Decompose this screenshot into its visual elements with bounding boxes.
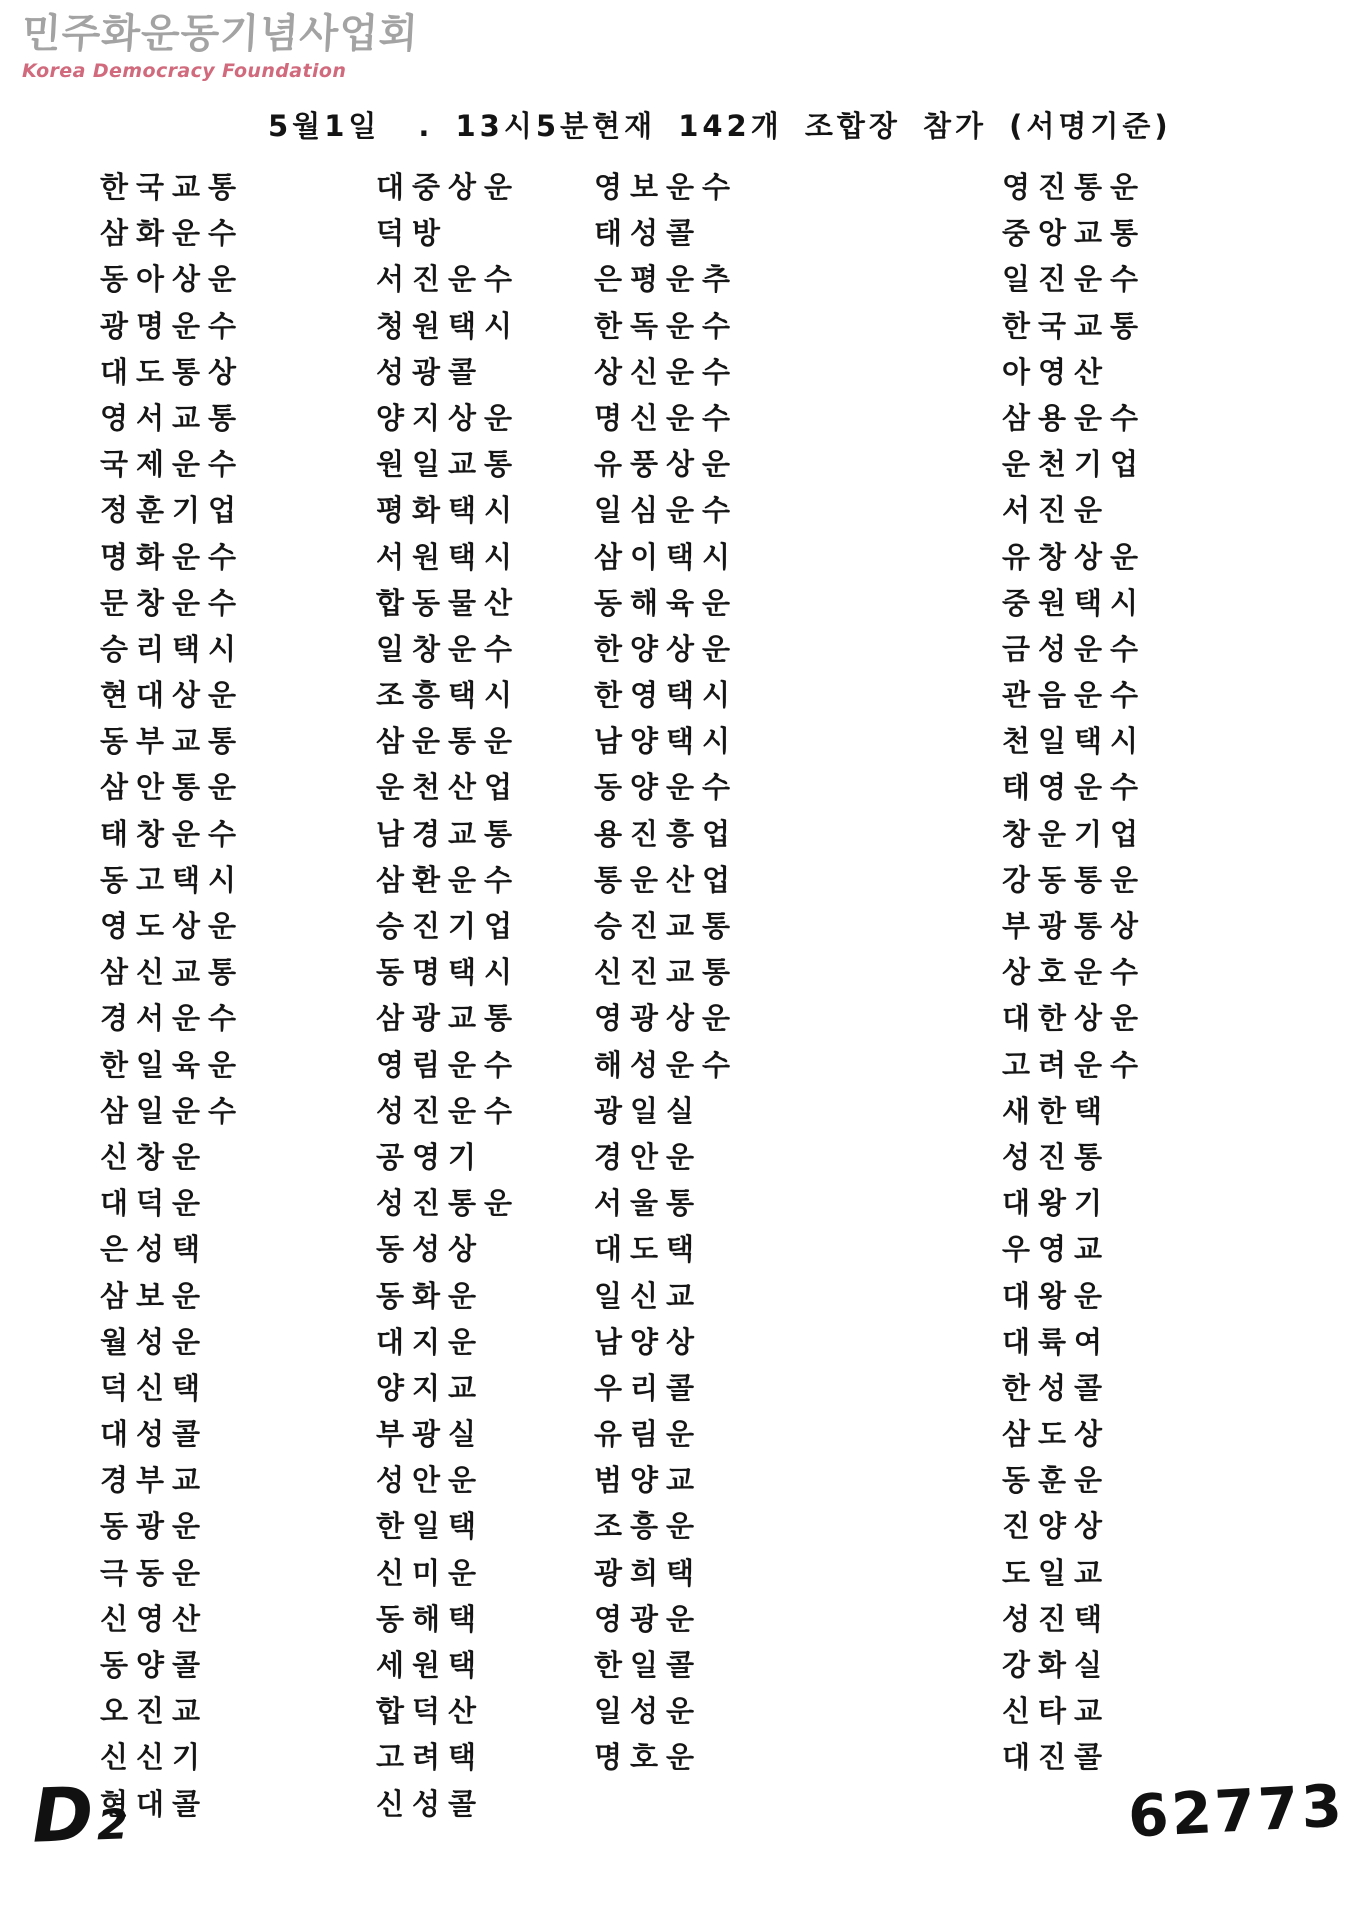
company-name: 태창운수 [100, 816, 245, 851]
company-name: 운천기업 [1002, 447, 1147, 482]
company-name: 대중상운 [376, 170, 521, 204]
company-name: 서울통 [594, 1186, 703, 1221]
company-name: 신창운 [100, 1139, 209, 1174]
company-name: 대지운 [376, 1324, 485, 1359]
company-name: 한성콜 [1002, 1370, 1111, 1405]
company-name: 세원택 [376, 1648, 485, 1682]
company-name: 유창상운 [1002, 539, 1147, 574]
company-name: 삼화운수 [100, 216, 245, 251]
company-name: 고려택 [376, 1740, 485, 1775]
handwritten-doc-mark: D₂ [30, 1770, 128, 1860]
company-name: 승진기업 [376, 909, 521, 943]
company-name: 영도상운 [100, 909, 245, 943]
company-name: 도일교 [1002, 1555, 1111, 1590]
company-column-4 [1002, 170, 1146, 1787]
company-name: 명화운수 [100, 539, 245, 574]
company-name: 영서교통 [100, 400, 245, 435]
company-name: 영광운 [594, 1601, 703, 1636]
company-name: 광명운수 [100, 308, 245, 343]
company-name: 남경교통 [376, 816, 521, 851]
company-name: 동해택 [376, 1601, 485, 1636]
company-name: 신미운 [376, 1555, 485, 1590]
company-name: 신신기 [100, 1740, 209, 1775]
company-name: 대왕운 [1002, 1278, 1111, 1313]
company-name: 일창운수 [376, 631, 521, 666]
company-name: 합동물산 [376, 585, 521, 620]
company-name: 동훈운 [1002, 1463, 1111, 1498]
company-name: 조흥운 [594, 1509, 703, 1544]
company-name: 성진운수 [376, 1093, 521, 1128]
company-column-2 [376, 170, 520, 1833]
company-name: 일진운수 [1002, 262, 1147, 297]
company-name: 일심운수 [594, 493, 739, 528]
company-name: 명신운수 [594, 400, 739, 435]
company-name: 삼운통운 [376, 724, 521, 759]
company-name: 삼환운수 [376, 862, 521, 897]
company-name: 남양상 [594, 1324, 703, 1359]
company-name: 덕방 [376, 216, 449, 251]
page-title [268, 104, 1172, 145]
company-name: 범양교 [594, 1463, 703, 1498]
company-name: 삼도상 [1002, 1417, 1111, 1452]
company-name: 상신운수 [594, 354, 739, 389]
company-name: 동해육운 [594, 585, 739, 620]
company-name: 일성운 [594, 1694, 703, 1729]
company-name: 남양택시 [594, 724, 739, 759]
company-name: 동부교통 [100, 724, 245, 759]
company-name: 승리택시 [100, 631, 245, 666]
company-name: 영보운수 [594, 170, 739, 204]
company-name: 경안운 [594, 1139, 703, 1174]
company-name: 한일택 [376, 1509, 485, 1544]
company-name: 대덕운 [100, 1186, 209, 1221]
company-name: 동아상운 [100, 262, 245, 297]
company-name: 삼신교통 [100, 955, 245, 990]
company-name: 국제운수 [100, 447, 245, 482]
company-name: 정훈기업 [100, 493, 245, 528]
company-name: 광희택 [594, 1555, 703, 1590]
company-name: 금성운수 [1002, 631, 1147, 666]
company-name: 용진흥업 [594, 816, 739, 851]
company-name: 동명택시 [376, 955, 521, 990]
company-name: 대도택 [594, 1232, 703, 1267]
company-name: 강동통운 [1002, 862, 1147, 897]
company-name: 삼일운수 [100, 1093, 245, 1128]
company-name: 해성운수 [594, 1047, 739, 1082]
company-name: 상호운수 [1002, 955, 1147, 990]
company-column-1 [100, 170, 244, 1833]
company-name: 영림운수 [376, 1047, 521, 1082]
company-name: 서진운수 [376, 262, 521, 297]
company-name: 진양상 [1002, 1509, 1111, 1544]
company-name: 은성택 [100, 1232, 209, 1267]
company-name: 문창운수 [100, 585, 245, 620]
company-column-3 [594, 170, 738, 1787]
company-name: 한국교통 [1002, 308, 1147, 343]
company-name: 중원택시 [1002, 585, 1147, 620]
company-name: 한일콜 [594, 1648, 703, 1682]
company-name: 양지교 [376, 1370, 485, 1405]
company-name: 대왕기 [1002, 1186, 1111, 1221]
company-name: 동고택시 [100, 862, 245, 897]
company-name: 동양운수 [594, 770, 739, 805]
company-name: 관음운수 [1002, 678, 1147, 713]
company-name: 서원택시 [376, 539, 521, 574]
company-name: 조흥택시 [376, 678, 521, 713]
company-name: 태영운수 [1002, 770, 1147, 805]
company-name: 중앙교통 [1002, 216, 1147, 251]
company-name: 일신교 [594, 1278, 703, 1313]
company-name: 극동운 [100, 1555, 209, 1590]
company-name: 우영교 [1002, 1232, 1111, 1267]
company-name: 은평운추 [594, 262, 739, 297]
company-name: 한양상운 [594, 631, 739, 666]
company-name: 원일교통 [376, 447, 521, 482]
company-name: 평화택시 [376, 493, 521, 528]
company-name: 한영택시 [594, 678, 739, 713]
company-name: 통운산업 [594, 862, 739, 897]
company-name: 운천산업 [376, 770, 521, 805]
company-name: 청원택시 [376, 308, 521, 343]
company-name: 신진교통 [594, 955, 739, 990]
handwritten-archive-number: 62773 [1126, 1771, 1347, 1851]
company-name: 한국교통 [100, 170, 245, 204]
company-name: 창운기업 [1002, 816, 1147, 851]
company-name: 유림운 [594, 1417, 703, 1452]
company-name: 부광실 [376, 1417, 485, 1452]
company-name: 경서운수 [100, 1001, 245, 1036]
company-name: 현대콜 [100, 1786, 209, 1821]
company-name: 승진교통 [594, 909, 739, 943]
company-name: 광일실 [594, 1093, 703, 1128]
company-name: 대륙여 [1002, 1324, 1111, 1359]
company-name: 천일택시 [1002, 724, 1147, 759]
company-name: 한독운수 [594, 308, 739, 343]
company-name: 삼보운 [100, 1278, 209, 1313]
company-name: 한일육운 [100, 1047, 245, 1082]
company-name: 새한택 [1002, 1093, 1111, 1128]
company-name: 신영산 [100, 1601, 209, 1636]
company-name: 덕신택 [100, 1370, 209, 1405]
company-name: 성진통운 [376, 1186, 521, 1221]
company-name: 우리콜 [594, 1370, 703, 1405]
company-name: 영광상운 [594, 1001, 739, 1036]
company-name: 아영산 [1002, 354, 1111, 389]
company-name: 월성운 [100, 1324, 209, 1359]
company-name: 오진교 [100, 1694, 209, 1729]
company-name: 대한상운 [1002, 1001, 1147, 1036]
title-status: . 13시5분현재 142개 조합장 참가 (서명기준) [418, 109, 1172, 143]
company-name: 부광통상 [1002, 909, 1147, 943]
company-name: 영진통운 [1002, 170, 1147, 204]
company-name: 서진운 [1002, 493, 1111, 528]
company-name: 대진콜 [1002, 1740, 1111, 1775]
company-name: 현대상운 [100, 678, 245, 713]
company-name: 대성콜 [100, 1417, 209, 1452]
company-name: 강화실 [1002, 1648, 1111, 1682]
company-name: 성안운 [376, 1463, 485, 1498]
company-name: 동화운 [376, 1278, 485, 1313]
company-name: 동양콜 [100, 1648, 209, 1682]
foundation-logo [20, 11, 420, 82]
company-name: 고려운수 [1002, 1047, 1147, 1082]
company-name: 명호운 [594, 1740, 703, 1775]
company-name: 성진택 [1002, 1601, 1111, 1636]
foundation-logo-english: Korea Democracy Foundation [22, 60, 347, 82]
company-name: 동성상 [376, 1232, 485, 1267]
company-name: 태성콜 [594, 216, 703, 251]
company-name: 유풍상운 [594, 447, 739, 482]
title-date: 5월1일 [268, 109, 381, 143]
company-name: 동광운 [100, 1509, 209, 1544]
company-name: 대도통상 [100, 354, 245, 389]
company-name: 삼안통운 [100, 770, 245, 805]
company-name: 양지상운 [376, 400, 521, 435]
company-name: 성광콜 [376, 354, 485, 389]
company-name: 삼이택시 [594, 539, 739, 574]
company-name: 경부교 [100, 1463, 209, 1498]
company-name: 삼용운수 [1002, 400, 1147, 435]
company-name: 성진통 [1002, 1139, 1111, 1174]
company-name: 삼광교통 [376, 1001, 521, 1036]
foundation-logo-korean: 민주화운동기념사업회 [20, 11, 420, 57]
company-name: 신타교 [1002, 1694, 1111, 1729]
company-name: 공영기 [376, 1139, 485, 1174]
company-name: 신성콜 [376, 1786, 485, 1821]
company-name: 합덕산 [376, 1694, 485, 1729]
